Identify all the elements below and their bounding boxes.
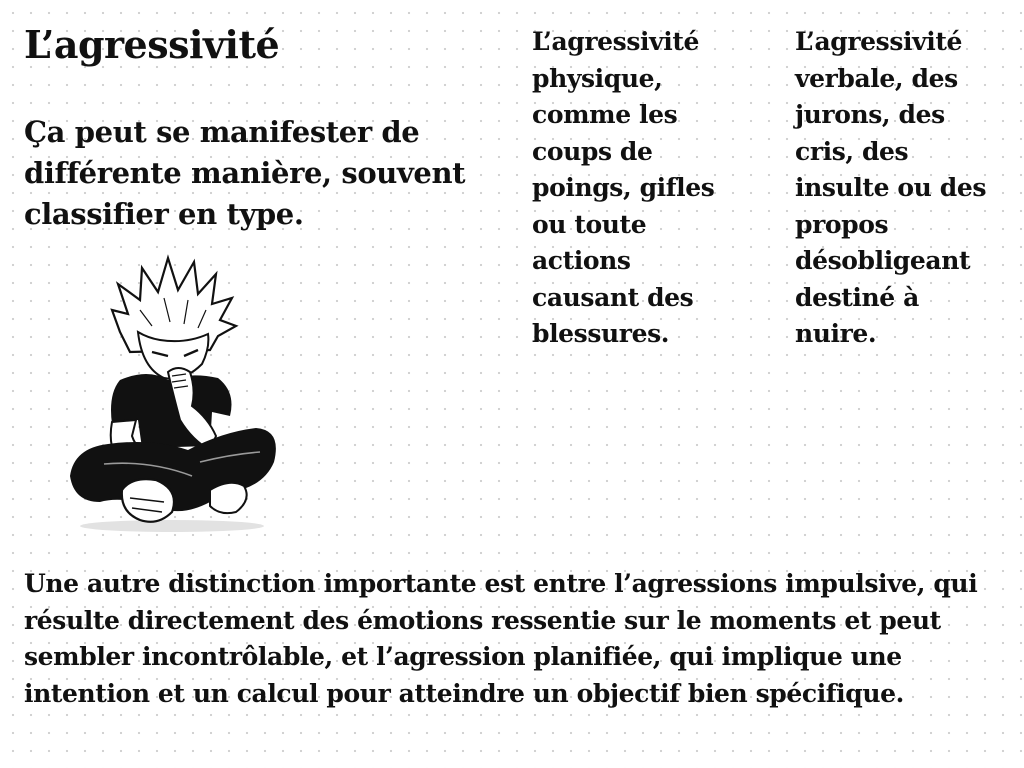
hair-shape bbox=[112, 258, 236, 352]
slide-title: L’agressivité bbox=[24, 22, 280, 67]
intro-text: Ça peut se manifester de différente manière, souvent classifier en type. bbox=[24, 115, 466, 231]
physical-aggression-text: L’agressivité physique, comme les coups de poings, gifles ou toute actions causant des blessures. bbox=[532, 27, 715, 348]
right-shoe-shape bbox=[210, 483, 247, 513]
manga-character-illustration bbox=[60, 240, 290, 540]
bottom-paragraph: Une autre distinction importante est entre l’agressions impulsive, qui résulte directement des émotions ressentie sur le moments et peut sembler incontrôlable, et l’agression planifiée, qui implique une intention et un calcul pour atteindre un objectif bien spécifique. bbox=[24, 569, 978, 708]
verbal-aggression-text: L’agressivité verbale, des jurons, des cris, des insulte ou des propos désobligeant destiné à nuire. bbox=[795, 27, 986, 348]
